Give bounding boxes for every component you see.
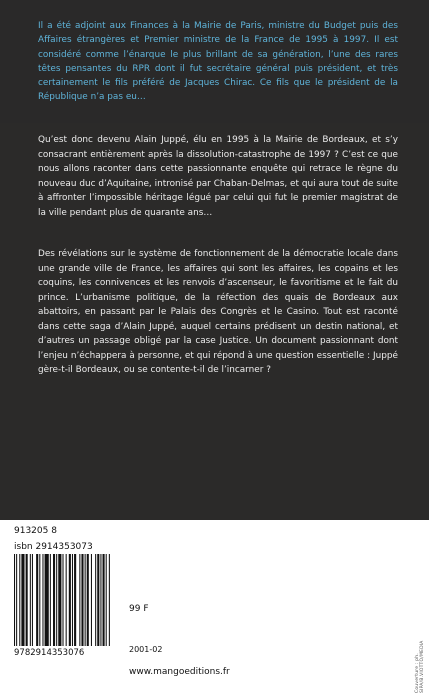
barcode-bar bbox=[26, 554, 28, 646]
barcode-bar bbox=[91, 554, 92, 646]
barcode-bar bbox=[56, 554, 57, 646]
intro-box bbox=[0, 0, 429, 123]
barcode-bar bbox=[109, 554, 110, 646]
barcode-bar bbox=[74, 554, 76, 646]
barcode-bar bbox=[72, 554, 73, 646]
barcode-bar bbox=[97, 554, 99, 646]
barcode-bar bbox=[79, 554, 80, 646]
barcode-bar bbox=[87, 554, 89, 646]
barcode-bar bbox=[42, 554, 43, 646]
paragraph-2: Des révélations sur le système de fonctionnement de la démocratie locale dans une grande ville de France, les affaires qui sont les affaires, les copains et les coquins, les connivences et les renvois d’ascenseur, le favoritisme et le fait du prince. L’urbanisme politique, de la réfection des quais de Bordeaux aux abattoirs, en passant par le Palais des Congrès et le Casino. Tout est raconté dans cette saga d’Alain Juppé, auquel certains prédisent un destin national, et d’autres un passage obligé par la case Justice. Un document passionnant dont l’enjeu n’échappera à personne, et qui répond à une question essentielle : Juppé gère-t-il Bordeaux, ou se contente-t-il de l’incarner ? bbox=[38, 249, 398, 375]
barcode-bar bbox=[62, 554, 63, 646]
barcode-bar bbox=[69, 554, 71, 646]
barcode-bar bbox=[21, 554, 24, 646]
date: 2001-02 bbox=[129, 645, 163, 654]
barcode-bar bbox=[103, 554, 105, 646]
barcode-bar bbox=[85, 554, 86, 646]
code-label: 913205 8 bbox=[14, 526, 57, 536]
barcode-bar bbox=[58, 554, 61, 646]
cover-credit: Couverture : ph. SIPA/B.VIOTTO/MEDIA bbox=[415, 640, 425, 693]
barcode-bar bbox=[106, 554, 107, 646]
intro-text: Il a été adjoint aux Finances à la Mairie de Paris, ministre du Budget puis des Affaires étrangères et Premier ministre de la France de 1995 à 1997. Il est considéré comme l’énarque le plus brillant de sa génération, l’une des rares têtes pensantes du RPR dont il fut secrétaire général puis président, et très certainement le fils préféré de Jacques Chirac. Ce fils que le président de la République n’a pas eu… bbox=[38, 21, 398, 103]
barcode-icon bbox=[14, 554, 112, 646]
barcode-area bbox=[0, 520, 429, 693]
barcode-bar bbox=[53, 554, 55, 646]
barcode-bar bbox=[81, 554, 83, 646]
barcode-bar bbox=[66, 554, 67, 646]
barcode-bar bbox=[45, 554, 49, 646]
barcode-bar bbox=[95, 554, 96, 646]
barcode-bar bbox=[50, 554, 51, 646]
barcode-bar bbox=[16, 554, 17, 646]
paragraph-1: Qu’est donc devenu Alain Juppé, élu en 1995 à la Mairie de Bordeaux, et s’y consacrant entièrement après la dissolution-catastrophe de 1997 ? C’est ce que nous allons raconter dans cette passionnante enquête qui retrace le règne du nouveau duc d’Aquitaine, intronisé par Chaban-Delmas, et qui aura tout de suite à affronter l’impossible héritage légué par celui qui fut le premier magistrat de la ville pendant plus de quarante ans… bbox=[38, 135, 398, 218]
barcode-bar bbox=[100, 554, 101, 646]
barcode-bar bbox=[39, 554, 40, 646]
website-link[interactable]: www.mangoeditions.fr bbox=[129, 667, 230, 677]
isbn-text: isbn 2914353073 bbox=[14, 542, 93, 552]
price: 99 F bbox=[129, 604, 149, 614]
barcode-number: 9782914353076 bbox=[14, 648, 85, 658]
barcode-bar bbox=[36, 554, 38, 646]
barcode-bar bbox=[32, 554, 33, 646]
barcode-bar bbox=[30, 554, 31, 646]
barcode-bar bbox=[14, 554, 15, 646]
barcode-bar bbox=[19, 554, 20, 646]
